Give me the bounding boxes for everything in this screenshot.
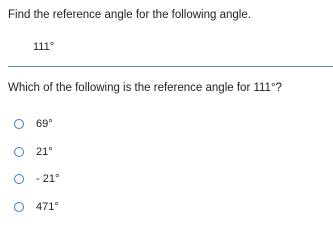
choice-label: - 21° (36, 173, 60, 185)
radio-button[interactable] (14, 202, 24, 212)
given-angle: 111° (33, 41, 55, 53)
choice-label: 471° (36, 200, 59, 213)
choice-option-1[interactable] (14, 117, 59, 131)
answer-choices (14, 117, 59, 227)
choice-option-4[interactable] (14, 200, 59, 214)
choice-label: 69° (36, 118, 53, 130)
radio-button[interactable] (14, 174, 24, 184)
choice-option-3[interactable] (14, 172, 59, 186)
choice-option-2[interactable] (14, 145, 59, 159)
question-prompt: Which of the following is the reference angle for 111°? (8, 82, 282, 94)
choice-label: 21° (36, 145, 53, 158)
radio-button[interactable] (14, 147, 24, 157)
question-title: Find the reference angle for the following angle. (8, 9, 251, 21)
divider (8, 66, 333, 67)
radio-button[interactable] (14, 119, 24, 129)
